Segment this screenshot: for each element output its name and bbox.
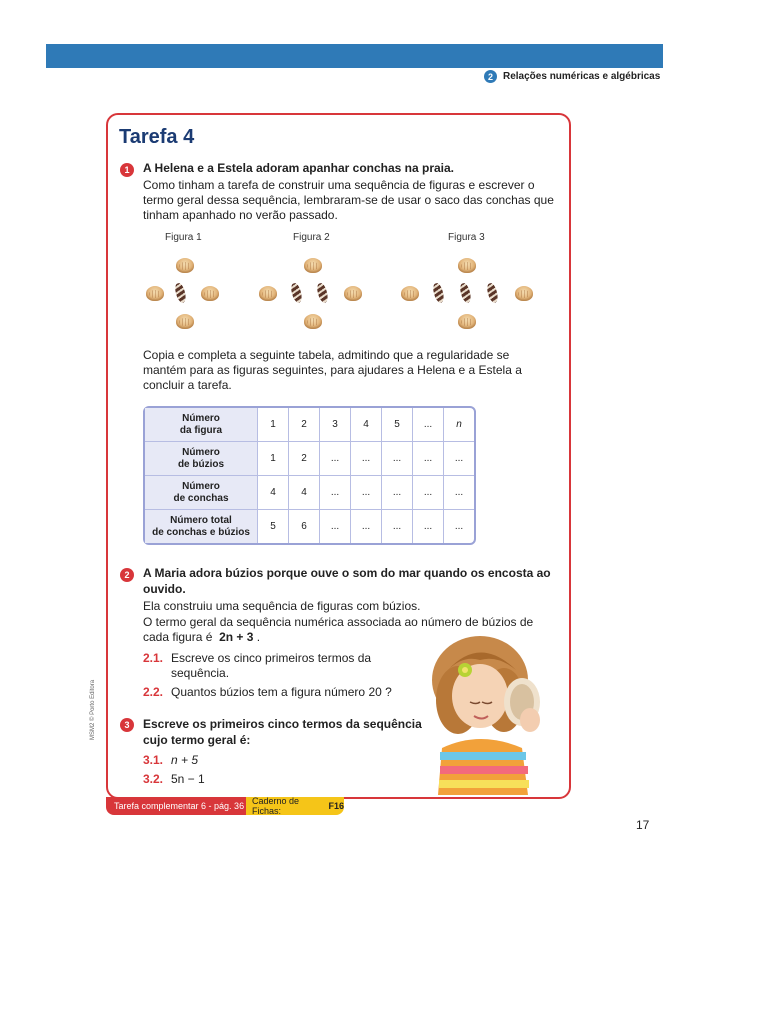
table-cell: ... [382, 476, 413, 510]
table-cell: 5 [258, 510, 289, 543]
table-cell: ... [351, 510, 382, 543]
q1-instruction-1: Copia e completa a seguinte tabela, admitindo que a regularidade se [143, 348, 510, 362]
question-1-number: 1 [120, 163, 134, 177]
table-cell: 3 [320, 408, 351, 442]
table-row [145, 442, 474, 476]
q1-instruction-3: concluir a tarefa. [143, 378, 232, 392]
row-header: Número total de conchas e búzios [145, 510, 258, 543]
complementary-task-link[interactable]: Tarefa complementar 6 - pág. 36 [106, 797, 248, 815]
table-cell: 1 [258, 442, 289, 476]
table-cell: ... [320, 510, 351, 543]
question-2-number: 2 [120, 568, 134, 582]
shell-icon [458, 314, 476, 329]
q3-line1: Escreve os primeiros cinco termos da sequência [143, 717, 422, 731]
page-number: 17 [636, 818, 650, 832]
q2-line2: ouvido. [143, 582, 186, 596]
question-3-number: 3 [120, 718, 134, 732]
table-cell: ... [351, 442, 382, 476]
table-cell: 4 [258, 476, 289, 510]
copyright-credit: MSM2 © Porto Editora [90, 679, 96, 740]
table-cell: ... [444, 442, 474, 476]
shell-icon [176, 258, 194, 273]
shell-icon [176, 314, 194, 329]
table-cell: ... [444, 476, 474, 510]
workbook-reference[interactable]: Caderno de Fichas: F16 [246, 797, 344, 815]
figure-3-label: Figura 3 [448, 232, 485, 243]
q2-sub1-text-b: sequência. [171, 666, 230, 680]
q1-instruction-2: mantém para as figuras seguintes, para ajudares a Helena e a Estela a [143, 363, 522, 377]
table-cell: 1 [258, 408, 289, 442]
q2-formula: 2n + 3 [219, 630, 254, 644]
q3-sub2: 3.2. [143, 772, 164, 786]
girl-with-shell-photo [418, 630, 556, 795]
q1-line1: Como tinham a tarefa de construir uma sequência de figuras e escrever o [143, 178, 535, 192]
q2-sub1-text-a: Escreve os cinco primeiros termos da [171, 651, 372, 665]
q2-sub2: 2.2. [143, 685, 164, 699]
table-cell: ... [413, 442, 444, 476]
table-cell: n [444, 408, 474, 442]
table-cell: ... [413, 510, 444, 543]
q2-line1: A Maria adora búzios porque ouve o som do mar quando os encosta ao [143, 566, 551, 580]
shell-icon [304, 314, 322, 329]
row-header: Número de conchas [145, 476, 258, 510]
table-row [145, 408, 474, 442]
table-cell: ... [382, 510, 413, 543]
q3-sub2-text: 5n − 1 [171, 772, 205, 786]
chapter-title: Relações numéricas e algébricas [503, 71, 661, 82]
table-cell: ... [413, 408, 444, 442]
shell-icon [201, 286, 219, 301]
row-header: Número da figura [145, 408, 258, 442]
table-cell: ... [454, 521, 464, 532]
q3-sub1-text: n + 5 [171, 753, 199, 767]
row-header: Número de búzios [145, 442, 258, 476]
table-row [145, 510, 474, 543]
q2-line3: Ela construiu uma sequência de figuras com búzios. [143, 599, 421, 613]
task-title: Tarefa 4 [119, 126, 195, 148]
shell-icon [344, 286, 362, 301]
shell-icon [515, 286, 533, 301]
table-cell: ... [320, 442, 351, 476]
figure-1-label: Figura 1 [165, 232, 202, 243]
q1-line3: tinham apanhado no verão passado. [143, 208, 338, 222]
top-color-bar [46, 44, 663, 68]
table-cell: 6 [289, 510, 320, 543]
q3-line2: cujo termo geral é: [143, 733, 251, 747]
table-row [145, 476, 474, 510]
q2-sub1: 2.1. [143, 651, 164, 665]
shell-icon [401, 286, 419, 301]
shell-icon [304, 258, 322, 273]
table-cell: 2 [289, 408, 320, 442]
sequence-table [143, 406, 476, 545]
q2-line5: cada figura é 2n + 3 . [143, 630, 261, 644]
table-cell: ... [382, 442, 413, 476]
table-cell: 4 [289, 476, 320, 510]
table-cell: 4 [351, 408, 382, 442]
table-cell: ... [351, 476, 382, 510]
q1-intro: A Helena e a Estela adoram apanhar conchas na praia. [143, 161, 455, 175]
table-cell: ... [413, 476, 444, 510]
chapter-header [484, 70, 660, 83]
figure-2-label: Figura 2 [293, 232, 330, 243]
table-cell: 5 [382, 408, 413, 442]
q1-line2: termo geral dessa sequência, lembraram-se de usar o saco das conchas que [143, 193, 554, 207]
q3-sub1: 3.1. [143, 753, 164, 767]
shell-icon [259, 286, 277, 301]
chapter-number: 2 [484, 70, 497, 83]
table-cell: ... [320, 476, 351, 510]
shell-icon [458, 258, 476, 273]
q2-sub2-text: Quantos búzios tem a figura número 20 ? [171, 685, 392, 699]
table-cell: 2 [289, 442, 320, 476]
shell-icon [146, 286, 164, 301]
q2-line4: O termo geral da sequência numérica associada ao número de búzios de [143, 615, 534, 629]
